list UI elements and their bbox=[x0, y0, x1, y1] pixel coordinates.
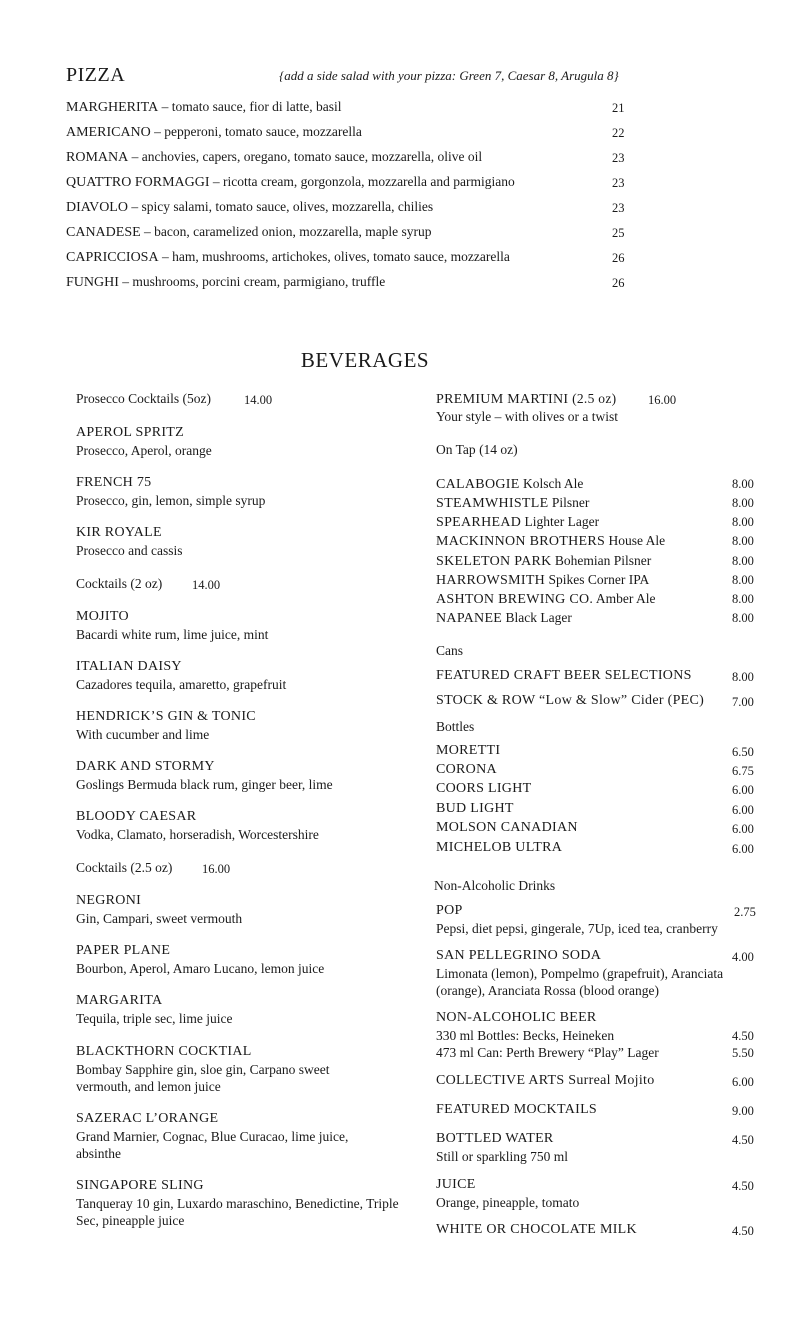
beer-name: SPEARHEAD bbox=[436, 515, 522, 530]
section-heading-bottles: Bottles bbox=[436, 719, 475, 734]
beer-price: 8.00 bbox=[732, 477, 754, 491]
section-price: 16.00 bbox=[202, 862, 231, 876]
beer-style: Bohemian Pilsner bbox=[551, 553, 652, 568]
drink-price: 4.50 bbox=[732, 1029, 754, 1043]
martini-heading bbox=[436, 391, 616, 408]
tap-item bbox=[436, 552, 651, 570]
pizza-desc: – spicy salami, tomato sauce, olives, mozzarella, chilies bbox=[127, 199, 434, 214]
tap-item bbox=[436, 609, 572, 627]
bottle-name: MORETTI bbox=[436, 743, 501, 758]
drink-name: MOJITO bbox=[76, 609, 129, 624]
section-size: (14 oz) bbox=[475, 442, 518, 457]
pizza-price: 26 bbox=[612, 251, 625, 265]
drink-desc: 330 ml Bottles: Becks, Heineken bbox=[436, 1028, 615, 1043]
beer-style: Black Lager bbox=[502, 610, 572, 625]
drink-desc: 473 ml Can: Perth Brewery “Play” Lager bbox=[436, 1045, 659, 1060]
drink-price: 9.00 bbox=[732, 1104, 754, 1118]
bottle-name: CORONA bbox=[436, 762, 497, 777]
drink-name: PAPER PLANE bbox=[76, 943, 171, 958]
beer-style: Amber Ale bbox=[593, 591, 656, 606]
tap-item bbox=[436, 494, 589, 512]
section-size: (2 oz) bbox=[127, 576, 163, 591]
drink-desc: Tequila, triple sec, lime juice bbox=[76, 1011, 233, 1026]
pizza-item bbox=[66, 99, 626, 116]
drink-name: PREMIUM MARTINI bbox=[436, 392, 569, 407]
section-label: Cocktails bbox=[76, 576, 127, 591]
pizza-salad-note: {add a side salad with your pizza: Green 7, Caesar 8, Arugula 8} bbox=[279, 68, 619, 83]
drink-desc: Orange, pineapple, tomato bbox=[436, 1195, 580, 1210]
beer-price: 8.00 bbox=[732, 592, 754, 606]
drink-desc: Prosecco, gin, lemon, simple syrup bbox=[76, 493, 266, 508]
drink-name: BLOODY CAESAR bbox=[76, 809, 197, 824]
drink-desc: Prosecco and cassis bbox=[76, 543, 183, 558]
drink-name: APEROL SPRITZ bbox=[76, 425, 185, 440]
pizza-name: QUATTRO FORMAGGI bbox=[66, 175, 210, 190]
drink-desc: Bombay Sapphire gin, sloe gin, Carpano sweet vermouth, and lemon juice bbox=[76, 1062, 330, 1094]
drink-name: NON-ALCOHOLIC BEER bbox=[436, 1010, 597, 1025]
tap-item bbox=[436, 475, 583, 493]
beer-price: 8.00 bbox=[732, 534, 754, 548]
pizza-desc: – bacon, caramelized onion, mozzarella, maple syrup bbox=[140, 224, 432, 239]
drink-name: COLLECTIVE ARTS Surreal Mojito bbox=[436, 1073, 655, 1088]
beer-style: Pilsner bbox=[548, 495, 590, 510]
drink-name: SAN PELLEGRINO SODA bbox=[436, 948, 602, 963]
drink-name: KIR ROYALE bbox=[76, 525, 162, 540]
section-heading-non-alcoholic: Non-Alcoholic Drinks bbox=[434, 878, 556, 893]
beer-name: SKELETON PARK bbox=[436, 554, 552, 569]
drink-name: SAZERAC L’ORANGE bbox=[76, 1111, 219, 1126]
drink-name: HENDRICK’S GIN & TONIC bbox=[76, 709, 256, 724]
beer-price: 8.00 bbox=[732, 496, 754, 510]
drink-name: ITALIAN DAISY bbox=[76, 659, 182, 674]
beverages-heading: BEVERAGES bbox=[300, 348, 430, 372]
tap-item bbox=[436, 532, 665, 550]
pizza-name: CANADESE bbox=[66, 225, 141, 240]
can-price: 8.00 bbox=[732, 670, 754, 684]
can-name: STOCK & ROW “Low & Slow” Cider (PEC) bbox=[436, 693, 705, 708]
beer-name: HARROWSMITH bbox=[436, 573, 546, 588]
pizza-name: MARGHERITA bbox=[66, 100, 159, 115]
drink-price: 4.50 bbox=[732, 1179, 754, 1193]
drink-name: POP bbox=[436, 903, 463, 918]
bottle-price: 6.00 bbox=[732, 783, 754, 797]
pizza-name: CAPRICCIOSA bbox=[66, 250, 159, 265]
pizza-name: FUNGHI bbox=[66, 275, 119, 290]
section-size: (2.5 oz) bbox=[127, 860, 173, 875]
pizza-heading: PIZZA bbox=[66, 64, 126, 86]
pizza-item bbox=[66, 274, 626, 291]
drink-price: 4.50 bbox=[732, 1224, 754, 1238]
drink-desc: Bacardi white rum, lime juice, mint bbox=[76, 627, 269, 642]
pizza-price: 25 bbox=[612, 226, 625, 240]
beer-style: Kolsch Ale bbox=[519, 476, 584, 491]
drink-desc: Still or sparkling 750 ml bbox=[436, 1149, 569, 1164]
drink-price: 4.50 bbox=[732, 1133, 754, 1147]
drink-name: NEGRONI bbox=[76, 893, 142, 908]
pizza-name: DIAVOLO bbox=[66, 200, 128, 215]
beer-price: 8.00 bbox=[732, 611, 754, 625]
bottle-price: 6.00 bbox=[732, 842, 754, 856]
pizza-desc: – pepperoni, tomato sauce, mozzarella bbox=[150, 124, 362, 139]
tap-item bbox=[436, 590, 655, 608]
pizza-name: AMERICANO bbox=[66, 125, 151, 140]
drink-price: 5.50 bbox=[732, 1046, 754, 1060]
section-heading-cocktails-2oz bbox=[76, 576, 162, 592]
pizza-price: 23 bbox=[612, 176, 625, 190]
beer-name: CALABOGIE bbox=[436, 477, 520, 492]
beer-style: House Ale bbox=[605, 533, 666, 548]
drink-desc: Vodka, Clamato, horseradish, Worcestershire bbox=[76, 827, 319, 842]
beer-price: 8.00 bbox=[732, 573, 754, 587]
drink-desc: Tanqueray 10 gin, Luxardo maraschino, Benedictine, Triple Sec, pineapple juice bbox=[76, 1196, 399, 1228]
drink-name: WHITE OR CHOCOLATE MILK bbox=[436, 1222, 637, 1237]
drink-name: DARK AND STORMY bbox=[76, 759, 215, 774]
section-label: On Tap bbox=[436, 442, 476, 457]
drink-name: SINGAPORE SLING bbox=[76, 1178, 204, 1193]
drink-size: (2.5 oz) bbox=[568, 391, 617, 406]
section-price: 14.00 bbox=[244, 393, 273, 407]
pizza-item bbox=[66, 174, 626, 191]
pizza-item bbox=[66, 249, 626, 266]
beer-style: Spikes Corner IPA bbox=[545, 572, 650, 587]
drink-desc: Bourbon, Aperol, Amaro Lucano, lemon juice bbox=[76, 961, 325, 976]
drink-price: 2.75 bbox=[734, 905, 756, 919]
section-size: (5oz) bbox=[179, 391, 211, 406]
drink-desc: Prosecco, Aperol, orange bbox=[76, 443, 212, 458]
pizza-price: 23 bbox=[612, 151, 625, 165]
bottle-name: MICHELOB ULTRA bbox=[436, 840, 563, 855]
section-heading-cans: Cans bbox=[436, 643, 463, 658]
pizza-price: 22 bbox=[612, 126, 625, 140]
beer-name: STEAMWHISTLE bbox=[436, 496, 549, 511]
bottle-name: BUD LIGHT bbox=[436, 801, 514, 816]
drink-name: FEATURED MOCKTAILS bbox=[436, 1102, 598, 1117]
bottle-name: MOLSON CANADIAN bbox=[436, 820, 578, 835]
drink-name: MARGARITA bbox=[76, 993, 163, 1008]
drink-price: 16.00 bbox=[648, 393, 677, 407]
beer-name: ASHTON BREWING CO. bbox=[436, 592, 594, 607]
pizza-price: 23 bbox=[612, 201, 625, 215]
pizza-item bbox=[66, 199, 626, 216]
section-heading-cocktails-2-5oz bbox=[76, 860, 172, 876]
drink-desc: Limonata (lemon), Pompelmo (grapefruit), Aranciata (orange), Aranciata Rossa (blood orange) bbox=[436, 966, 724, 998]
pizza-item bbox=[66, 224, 626, 241]
pizza-desc: – tomato sauce, fior di latte, basil bbox=[158, 99, 342, 114]
beer-name: NAPANEE bbox=[436, 611, 503, 626]
pizza-price: 21 bbox=[612, 101, 625, 115]
drink-desc: Goslings Bermuda black rum, ginger beer, lime bbox=[76, 777, 333, 792]
can-name: FEATURED CRAFT BEER SELECTIONS bbox=[436, 668, 692, 683]
beer-name: MACKINNON BROTHERS bbox=[436, 534, 606, 549]
drink-name: BLACKTHORN COCKTIAL bbox=[76, 1044, 252, 1059]
drink-name: FRENCH 75 bbox=[76, 475, 152, 490]
section-heading-on-tap bbox=[436, 442, 518, 458]
pizza-desc: – mushrooms, porcini cream, parmigiano, truffle bbox=[118, 274, 386, 289]
bottle-price: 6.00 bbox=[732, 803, 754, 817]
pizza-name: ROMANA bbox=[66, 150, 129, 165]
drink-name: BOTTLED WATER bbox=[436, 1131, 554, 1146]
tap-item bbox=[436, 513, 599, 531]
bottle-name: COORS LIGHT bbox=[436, 781, 532, 796]
drink-price: 4.00 bbox=[732, 950, 754, 964]
drink-name: JUICE bbox=[436, 1177, 476, 1192]
pizza-desc: – ricotta cream, gorgonzola, mozzarella and parmigiano bbox=[209, 174, 515, 189]
drink-price: 6.00 bbox=[732, 1075, 754, 1089]
section-label: Prosecco Cocktails bbox=[76, 391, 180, 406]
drink-desc: Your style – with olives or a twist bbox=[436, 409, 619, 424]
drink-desc: Grand Marnier, Cognac, Blue Curacao, lime juice, absinthe bbox=[76, 1129, 349, 1161]
section-price: 14.00 bbox=[192, 578, 221, 592]
section-label: Cocktails bbox=[76, 860, 127, 875]
tap-item bbox=[436, 571, 649, 589]
pizza-desc: – anchovies, capers, oregano, tomato sauce, mozzarella, olive oil bbox=[128, 149, 483, 164]
section-heading-prosecco bbox=[76, 391, 211, 407]
drink-desc: Cazadores tequila, amaretto, grapefruit bbox=[76, 677, 287, 692]
drink-desc: With cucumber and lime bbox=[76, 727, 210, 742]
pizza-price: 26 bbox=[612, 276, 625, 290]
bottle-price: 6.75 bbox=[732, 764, 754, 778]
can-price: 7.00 bbox=[732, 695, 754, 709]
bottle-price: 6.50 bbox=[732, 745, 754, 759]
pizza-item bbox=[66, 124, 626, 141]
beer-price: 8.00 bbox=[732, 515, 754, 529]
pizza-item bbox=[66, 149, 626, 166]
bottle-price: 6.00 bbox=[732, 822, 754, 836]
drink-desc: Pepsi, diet pepsi, gingerale, 7Up, iced tea, cranberry bbox=[436, 921, 718, 936]
beer-style: Lighter Lager bbox=[521, 514, 600, 529]
drink-desc: Gin, Campari, sweet vermouth bbox=[76, 911, 243, 926]
beer-price: 8.00 bbox=[732, 554, 754, 568]
pizza-desc: – ham, mushrooms, artichokes, olives, tomato sauce, mozzarella bbox=[158, 249, 510, 264]
